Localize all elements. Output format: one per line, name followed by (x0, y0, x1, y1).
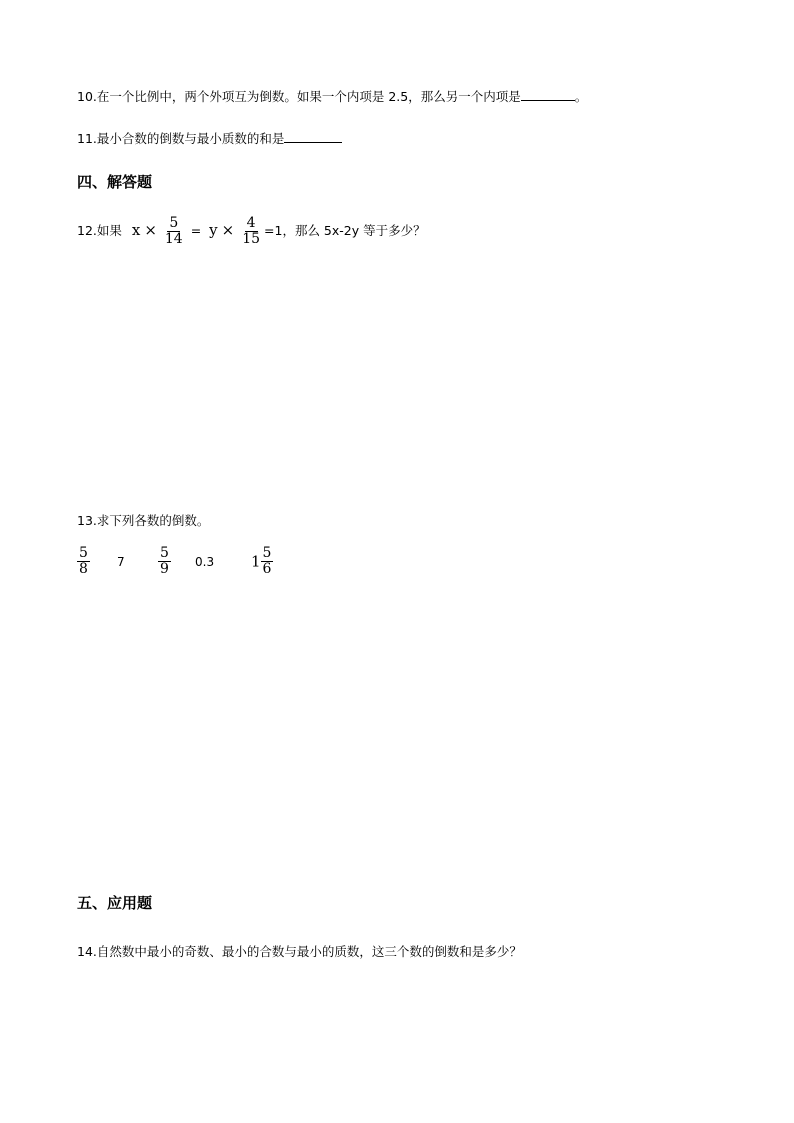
number-item-4: 0.3 (195, 555, 215, 569)
variable-x: x (131, 221, 141, 239)
fraction-5-8 (77, 546, 90, 577)
number-item-2: 7 (117, 555, 125, 569)
fraction-5-9 (158, 546, 171, 577)
times-symbol: × (144, 221, 157, 239)
fraction-denominator: 15 (242, 231, 261, 247)
equals-symbol: = (190, 223, 202, 238)
question-10-text: 10.在一个比例中，两个外项互为倒数。如果一个内项是 2.5，那么另一个内项是 (77, 89, 521, 104)
times-symbol: × (221, 221, 235, 239)
fraction-numerator: 5 (169, 215, 179, 231)
question-12-suffix: =1，那么 5x-2y 等于多少？ (264, 223, 426, 238)
fraction-denominator: 14 (164, 231, 183, 247)
fraction-numerator: 5 (79, 545, 88, 561)
fraction-denominator: 8 (79, 561, 88, 577)
question-10-end: 。 (574, 89, 588, 104)
question-14-text: 14.自然数中最小的奇数、最小的合数与最小的质数，这三个数的倒数和是多少？ (77, 944, 522, 959)
fraction-5-6 (261, 546, 274, 577)
fraction-4-15 (240, 216, 262, 247)
question-11 (77, 131, 342, 147)
fraction-numerator: 5 (262, 545, 272, 561)
number-item-1 (75, 546, 92, 577)
answer-blank-11[interactable] (284, 141, 342, 143)
question-11-text: 11.最小合数的倒数与最小质数的和是 (77, 131, 285, 146)
section-heading-4: 四、解答题 (77, 173, 153, 191)
question-13-text: 13.求下列各数的倒数。 (77, 513, 210, 528)
fraction-denominator: 9 (160, 561, 169, 577)
fraction-5-14 (163, 216, 185, 247)
question-10 (77, 89, 587, 105)
question-13 (77, 513, 209, 529)
fraction-numerator: 5 (160, 545, 169, 561)
fraction-denominator: 6 (262, 561, 272, 577)
number-item-5 (251, 546, 275, 577)
fraction-numerator: 4 (246, 215, 256, 231)
section-heading-5: 五、应用题 (77, 894, 153, 912)
question-12-prefix: 12.如果 (77, 223, 122, 238)
number-item-3 (156, 546, 173, 577)
question-14 (77, 944, 522, 960)
answer-blank-10[interactable] (521, 99, 575, 101)
variable-y: y (209, 221, 218, 239)
mixed-number-whole: 1 (251, 552, 261, 571)
question-12 (77, 214, 426, 247)
